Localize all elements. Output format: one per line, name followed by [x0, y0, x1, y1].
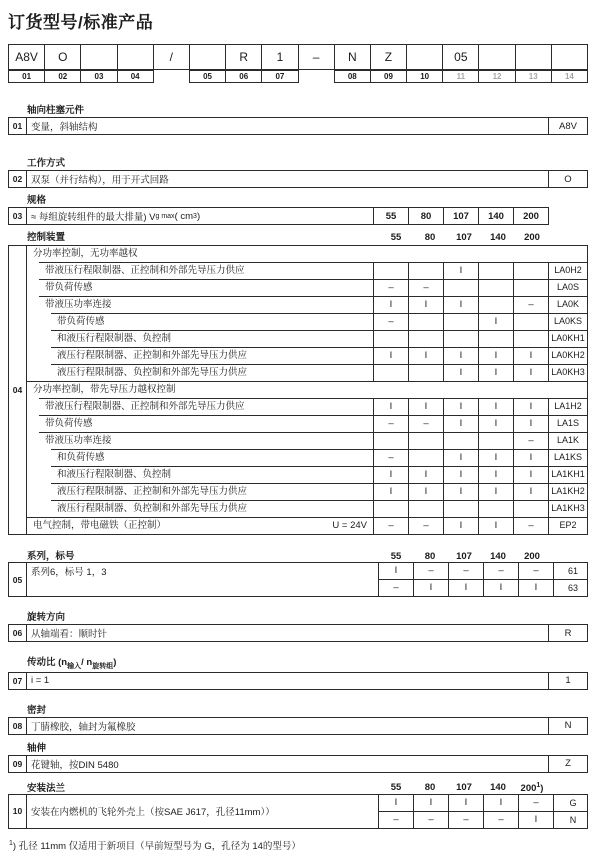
- description-text: ≈ 每组旋转组件的最大排量) V: [31, 212, 156, 223]
- section-label-ratio: [27, 654, 588, 671]
- matrix-cell: [373, 365, 408, 381]
- control-row: [51, 483, 587, 500]
- matrix-cell: I: [513, 348, 548, 364]
- size-header-with-note: [515, 782, 549, 794]
- matrix-cell: –: [373, 280, 408, 296]
- control-code: LA0K: [548, 297, 587, 313]
- voltage-note: U = 24V: [332, 520, 367, 531]
- control-label: 带负荷传感: [45, 282, 93, 293]
- control-code: LA0S: [548, 280, 587, 296]
- section-row-03: [8, 207, 549, 225]
- description-subscript: g max: [155, 212, 175, 220]
- control-code: LA1KH2: [548, 484, 587, 500]
- control-label: 液压行程限制器、正控制和外部先导压力供应: [57, 350, 248, 361]
- section-label-shaft: 轴伸: [27, 742, 47, 754]
- matrix-cell: [408, 501, 443, 517]
- section-label-flange: 安装法兰: [27, 782, 66, 794]
- control-code: LA0KH2: [548, 348, 587, 364]
- matrix-cell: [478, 263, 513, 279]
- label-subscript: 输入: [67, 662, 82, 670]
- code-cell: [442, 44, 479, 70]
- control-row: [51, 500, 587, 517]
- code-cell: [8, 44, 45, 70]
- control-code: LA0H2: [548, 263, 587, 279]
- position-number-blank: [298, 70, 335, 83]
- control-label: 电气控制，带电磁铁（正控制）: [33, 520, 167, 531]
- matrix-cell: –: [413, 812, 448, 828]
- size-cell: 200: [513, 208, 548, 224]
- control-subheader: 分功率控制，带先导压力越权控制: [33, 384, 176, 395]
- matrix-cell: [513, 280, 548, 296]
- matrix-cell: –: [408, 416, 443, 432]
- page-title: 订货型号/标准产品: [8, 13, 154, 32]
- matrix-cell: [408, 365, 443, 381]
- matrix-cell: –: [513, 518, 548, 534]
- control-label: 带液压行程限制器、正控制和外部先导压力供应: [45, 265, 245, 276]
- matrix-cell: –: [483, 563, 518, 579]
- control-code: LA1K: [548, 433, 587, 449]
- matrix-cell: I: [448, 580, 483, 596]
- section-label-size: 规格: [27, 195, 47, 206]
- matrix-cell: [373, 501, 408, 517]
- matrix-cell: –: [408, 518, 443, 534]
- description-text: ): [196, 210, 201, 222]
- control-block: [8, 245, 588, 535]
- control-row: [39, 262, 587, 279]
- row-number: 01: [8, 117, 27, 135]
- section-row-01: [8, 117, 588, 135]
- control-label: 带负荷传感: [57, 316, 105, 327]
- size-header: 200: [520, 782, 537, 794]
- matrix-cell: [408, 263, 443, 279]
- row-number: 07: [8, 672, 27, 690]
- control-code: LA1KH3: [548, 501, 587, 517]
- row-description: 变量，斜轴结构: [31, 122, 98, 133]
- size-cell: 55: [373, 208, 408, 224]
- control-label: 和负荷传感: [57, 452, 105, 463]
- code-value: A8V: [15, 50, 38, 64]
- control-code: LA1KS: [548, 450, 587, 466]
- control-label: 带液压功率连接: [45, 299, 112, 310]
- position-number: 11: [442, 70, 479, 83]
- code-cell: [225, 44, 262, 70]
- matrix-cell: –: [373, 450, 408, 466]
- control-row-ep2: [27, 517, 587, 534]
- section-row-08: [8, 717, 588, 735]
- matrix-cell: –: [448, 563, 483, 579]
- matrix-cell: I: [513, 365, 548, 381]
- matrix-cell: I: [443, 263, 478, 279]
- control-code: LA0KH1: [548, 331, 587, 347]
- row-number: 09: [8, 755, 27, 773]
- matrix-cell: I: [483, 580, 518, 596]
- row-description: 丁腈橡胶，轴封为氟橡胶: [31, 721, 136, 733]
- matrix-cell: I: [443, 399, 478, 415]
- matrix-cell: I: [478, 484, 513, 500]
- row-number: 10: [8, 794, 27, 829]
- section-label-axial-piston-unit: 轴向柱塞元件: [27, 105, 85, 116]
- matrix-cell: –: [413, 563, 448, 579]
- size-column-headers: [379, 232, 549, 243]
- position-number: 02: [44, 70, 81, 83]
- footnote-marker: 1: [9, 839, 13, 847]
- size-header: 55: [390, 232, 402, 243]
- footnote-marker: 1: [536, 781, 541, 789]
- matrix-cell: I: [408, 484, 443, 500]
- matrix-cell: –: [373, 518, 408, 534]
- size-header: 80: [424, 781, 436, 793]
- matrix-cell: I: [478, 399, 513, 415]
- footnote-text: ) 孔径 11mm 仅适用于新项目（早前短型号为 G，孔径为 14的型号）: [12, 840, 301, 852]
- matrix-cell: [478, 433, 513, 449]
- size-header: 140: [490, 781, 506, 793]
- description-superscript: 3: [193, 212, 197, 220]
- series-row: [378, 579, 587, 596]
- matrix-cell: [408, 450, 443, 466]
- matrix-cell: [443, 331, 478, 347]
- control-subheader-row: [27, 246, 587, 262]
- control-label: 液压行程限制器、正控制和外部先导压力供应: [57, 486, 248, 497]
- label-text: / n: [81, 657, 93, 668]
- footnote: [9, 838, 588, 852]
- matrix-cell: I: [448, 795, 483, 811]
- size-header: 80: [424, 551, 436, 562]
- control-row: [39, 279, 587, 296]
- series-block: [8, 562, 588, 597]
- matrix-cell: I: [513, 450, 548, 466]
- position-number: 14: [551, 70, 588, 83]
- control-code: LA0KS: [548, 314, 587, 330]
- position-number: 05: [189, 70, 226, 83]
- matrix-cell: –: [378, 580, 413, 596]
- control-row: [39, 398, 587, 415]
- matrix-cell: I: [483, 795, 518, 811]
- row-code: R: [548, 625, 587, 641]
- size-header: 200: [524, 232, 540, 243]
- size-header: 107: [456, 232, 472, 243]
- flange-row: [378, 795, 587, 811]
- matrix-cell: I: [443, 297, 478, 313]
- matrix-cell: I: [478, 365, 513, 381]
- size-header: 140: [490, 232, 506, 243]
- flange-row: [378, 811, 587, 828]
- matrix-cell: I: [408, 348, 443, 364]
- position-number: 01: [8, 70, 45, 83]
- row-description: 安装在内燃机的飞轮外壳上（按SAE J617，孔径11mm））: [31, 807, 275, 819]
- matrix-cell: I: [443, 450, 478, 466]
- position-number: 07: [261, 70, 298, 83]
- section-row-09: [8, 755, 588, 773]
- control-code: LA1H2: [548, 399, 587, 415]
- matrix-cell: [478, 280, 513, 296]
- matrix-cell: –: [513, 297, 548, 313]
- control-row: [51, 347, 587, 364]
- section-label-control-device: 控制装置: [27, 232, 66, 243]
- matrix-cell: I: [478, 467, 513, 483]
- row-description: 系列6，标号 1，3: [31, 567, 107, 578]
- matrix-cell: I: [513, 484, 548, 500]
- matrix-cell: –: [518, 795, 553, 811]
- size-header: 80: [424, 232, 436, 243]
- series-code: 61: [553, 563, 592, 579]
- control-label: 带负荷传感: [45, 418, 93, 429]
- section-label-seals: 密封: [27, 704, 47, 716]
- matrix-cell: I: [408, 467, 443, 483]
- matrix-cell: –: [448, 812, 483, 828]
- matrix-cell: I: [478, 518, 513, 534]
- size-header: 55: [390, 551, 402, 562]
- code-value: R: [239, 50, 249, 64]
- section-label-series: 系列，标号: [27, 551, 75, 562]
- flange-code: G: [553, 795, 592, 811]
- row-number: 03: [8, 207, 27, 225]
- control-row: [51, 449, 587, 466]
- size-header: 107: [456, 551, 472, 562]
- control-row: [39, 432, 587, 449]
- matrix-cell: –: [483, 812, 518, 828]
- position-number-blank: [153, 70, 190, 83]
- matrix-cell: I: [513, 416, 548, 432]
- matrix-cell: [478, 297, 513, 313]
- position-number: 08: [334, 70, 371, 83]
- matrix-cell: –: [518, 563, 553, 579]
- matrix-cell: I: [373, 399, 408, 415]
- control-row: [51, 466, 587, 483]
- control-header-line: [8, 229, 588, 243]
- row-code: N: [548, 718, 587, 734]
- matrix-cell: I: [443, 416, 478, 432]
- series-row: [378, 563, 587, 579]
- matrix-cell: I: [518, 580, 553, 596]
- matrix-cell: I: [513, 399, 548, 415]
- matrix-cell: [513, 501, 548, 517]
- matrix-cell: I: [478, 314, 513, 330]
- control-row: [39, 415, 587, 432]
- matrix-cell: I: [443, 484, 478, 500]
- matrix-cell: I: [408, 297, 443, 313]
- row-code: Z: [548, 756, 587, 772]
- flange-block: [8, 794, 588, 829]
- matrix-cell: I: [378, 795, 413, 811]
- row-description: [27, 208, 373, 224]
- code-cell: [370, 44, 407, 70]
- code-cell: [551, 44, 588, 70]
- size-header: 55: [390, 781, 402, 793]
- size-cell: 140: [478, 208, 513, 224]
- label-text: ): [113, 657, 117, 668]
- matrix-cell: –: [373, 416, 408, 432]
- position-number: 04: [117, 70, 154, 83]
- code-cell: [153, 44, 190, 70]
- size-cell: 107: [443, 208, 478, 224]
- matrix-cell: I: [513, 467, 548, 483]
- row-number: 06: [8, 624, 27, 642]
- control-code: LA1S: [548, 416, 587, 432]
- row-description: i = 1: [31, 675, 50, 687]
- matrix-cell: –: [513, 433, 548, 449]
- section-label-rotation: 旋转方向: [27, 612, 66, 623]
- matrix-cell: [443, 433, 478, 449]
- code-cell: [478, 44, 515, 70]
- matrix-cell: I: [443, 348, 478, 364]
- row-number: 08: [8, 717, 27, 735]
- size-header: 107: [456, 781, 472, 793]
- row-number: 02: [8, 170, 27, 188]
- series-header-line: [8, 548, 588, 562]
- row-code: A8V: [548, 118, 587, 134]
- matrix-cell: [373, 263, 408, 279]
- code-cell: [515, 44, 552, 70]
- matrix-cell: I: [478, 416, 513, 432]
- matrix-cell: –: [378, 812, 413, 828]
- control-label: 液压行程限制器、负控制和外部先导压力供应: [57, 503, 248, 514]
- section-row-07: [8, 672, 588, 690]
- size-column-headers: [379, 551, 549, 562]
- matrix-cell: [373, 331, 408, 347]
- code-value: 05: [454, 50, 468, 64]
- label-subscript: 旋转组: [92, 662, 114, 670]
- matrix-cell: I: [478, 348, 513, 364]
- matrix-cell: I: [373, 484, 408, 500]
- matrix-cell: [478, 331, 513, 347]
- matrix-cell: I: [413, 795, 448, 811]
- matrix-cell: [513, 263, 548, 279]
- position-number: 03: [80, 70, 117, 83]
- control-label: 液压行程限制器、负控制和外部先导压力供应: [57, 367, 248, 378]
- section-row-02: [8, 170, 588, 188]
- control-label: 和液压行程限制器、负控制: [57, 469, 172, 480]
- control-code: EP2: [548, 518, 587, 534]
- control-label: 带液压行程限制器、正控制和外部先导压力供应: [45, 401, 245, 412]
- control-label: 和液压行程限制器、负控制: [57, 333, 172, 344]
- size-column-headers: [379, 782, 549, 794]
- control-code: LA1KH1: [548, 467, 587, 483]
- code-value: Z: [384, 50, 393, 64]
- section-row-06: [8, 624, 588, 642]
- size-cell: 80: [408, 208, 443, 224]
- section-label-operating-mode: 工作方式: [27, 158, 66, 169]
- matrix-cell: –: [408, 280, 443, 296]
- matrix-cell: I: [518, 812, 553, 828]
- code-cell: [261, 44, 298, 70]
- row-number: 05: [8, 562, 27, 597]
- code-value: –: [312, 50, 320, 64]
- matrix-cell: [513, 331, 548, 347]
- code-cell: [298, 44, 335, 70]
- matrix-cell: [443, 280, 478, 296]
- matrix-cell: [408, 433, 443, 449]
- control-subheader-row: [27, 381, 587, 398]
- row-description: 花键轴，按DIN 5480: [31, 759, 119, 771]
- matrix-cell: I: [443, 467, 478, 483]
- code-value: N: [347, 50, 357, 64]
- matrix-cell: [373, 433, 408, 449]
- matrix-cell: I: [373, 348, 408, 364]
- description-text: ( cm: [174, 210, 194, 222]
- matrix-cell: I: [378, 563, 413, 579]
- row-description: 从轴端看：顺时针: [31, 629, 108, 640]
- matrix-cell: [443, 314, 478, 330]
- matrix-cell: I: [478, 450, 513, 466]
- matrix-cell: [478, 501, 513, 517]
- code-cell: [334, 44, 371, 70]
- control-row: [39, 296, 587, 313]
- control-label: 带液压功率连接: [45, 435, 112, 446]
- matrix-cell: I: [443, 518, 478, 534]
- control-row: [51, 313, 587, 330]
- position-number: 06: [225, 70, 262, 83]
- position-number: 12: [478, 70, 515, 83]
- position-number: 10: [406, 70, 443, 83]
- ordering-code-numbers: [8, 70, 588, 83]
- code-cell: [44, 44, 81, 70]
- code-cell: [406, 44, 443, 70]
- control-code: LA0KH3: [548, 365, 587, 381]
- matrix-cell: I: [373, 467, 408, 483]
- matrix-cell: [408, 331, 443, 347]
- matrix-cell: I: [443, 365, 478, 381]
- position-number: 09: [370, 70, 407, 83]
- size-header: 140: [490, 551, 506, 562]
- matrix-cell: I: [373, 297, 408, 313]
- code-value: 1: [276, 50, 284, 64]
- row-code: 1: [548, 673, 587, 689]
- code-cell: [189, 44, 226, 70]
- size-header: ): [540, 782, 544, 794]
- matrix-cell: [443, 501, 478, 517]
- code-value: O: [58, 50, 68, 64]
- matrix-cell: –: [373, 314, 408, 330]
- position-number: 13: [515, 70, 552, 83]
- control-row: [51, 364, 587, 381]
- flange-code: N: [553, 812, 592, 828]
- row-number: 04: [8, 245, 27, 535]
- matrix-cell: I: [408, 399, 443, 415]
- matrix-cell: [513, 314, 548, 330]
- row-description: 双泵（并行结构），用于开式回路: [31, 175, 169, 186]
- size-header: 200: [524, 551, 540, 562]
- label-text: 传动比 (n: [27, 657, 68, 668]
- flange-header-line: [8, 780, 588, 794]
- control-subheader: 分功率控制，无功率越权: [33, 248, 138, 259]
- code-cell: [117, 44, 154, 70]
- matrix-cell: [408, 314, 443, 330]
- ordering-code-strip: [8, 44, 588, 70]
- series-code: 63: [553, 580, 592, 596]
- row-code: O: [548, 171, 587, 187]
- control-row: [51, 330, 587, 347]
- code-cell: [80, 44, 117, 70]
- code-value: /: [169, 50, 174, 64]
- matrix-cell: I: [413, 580, 448, 596]
